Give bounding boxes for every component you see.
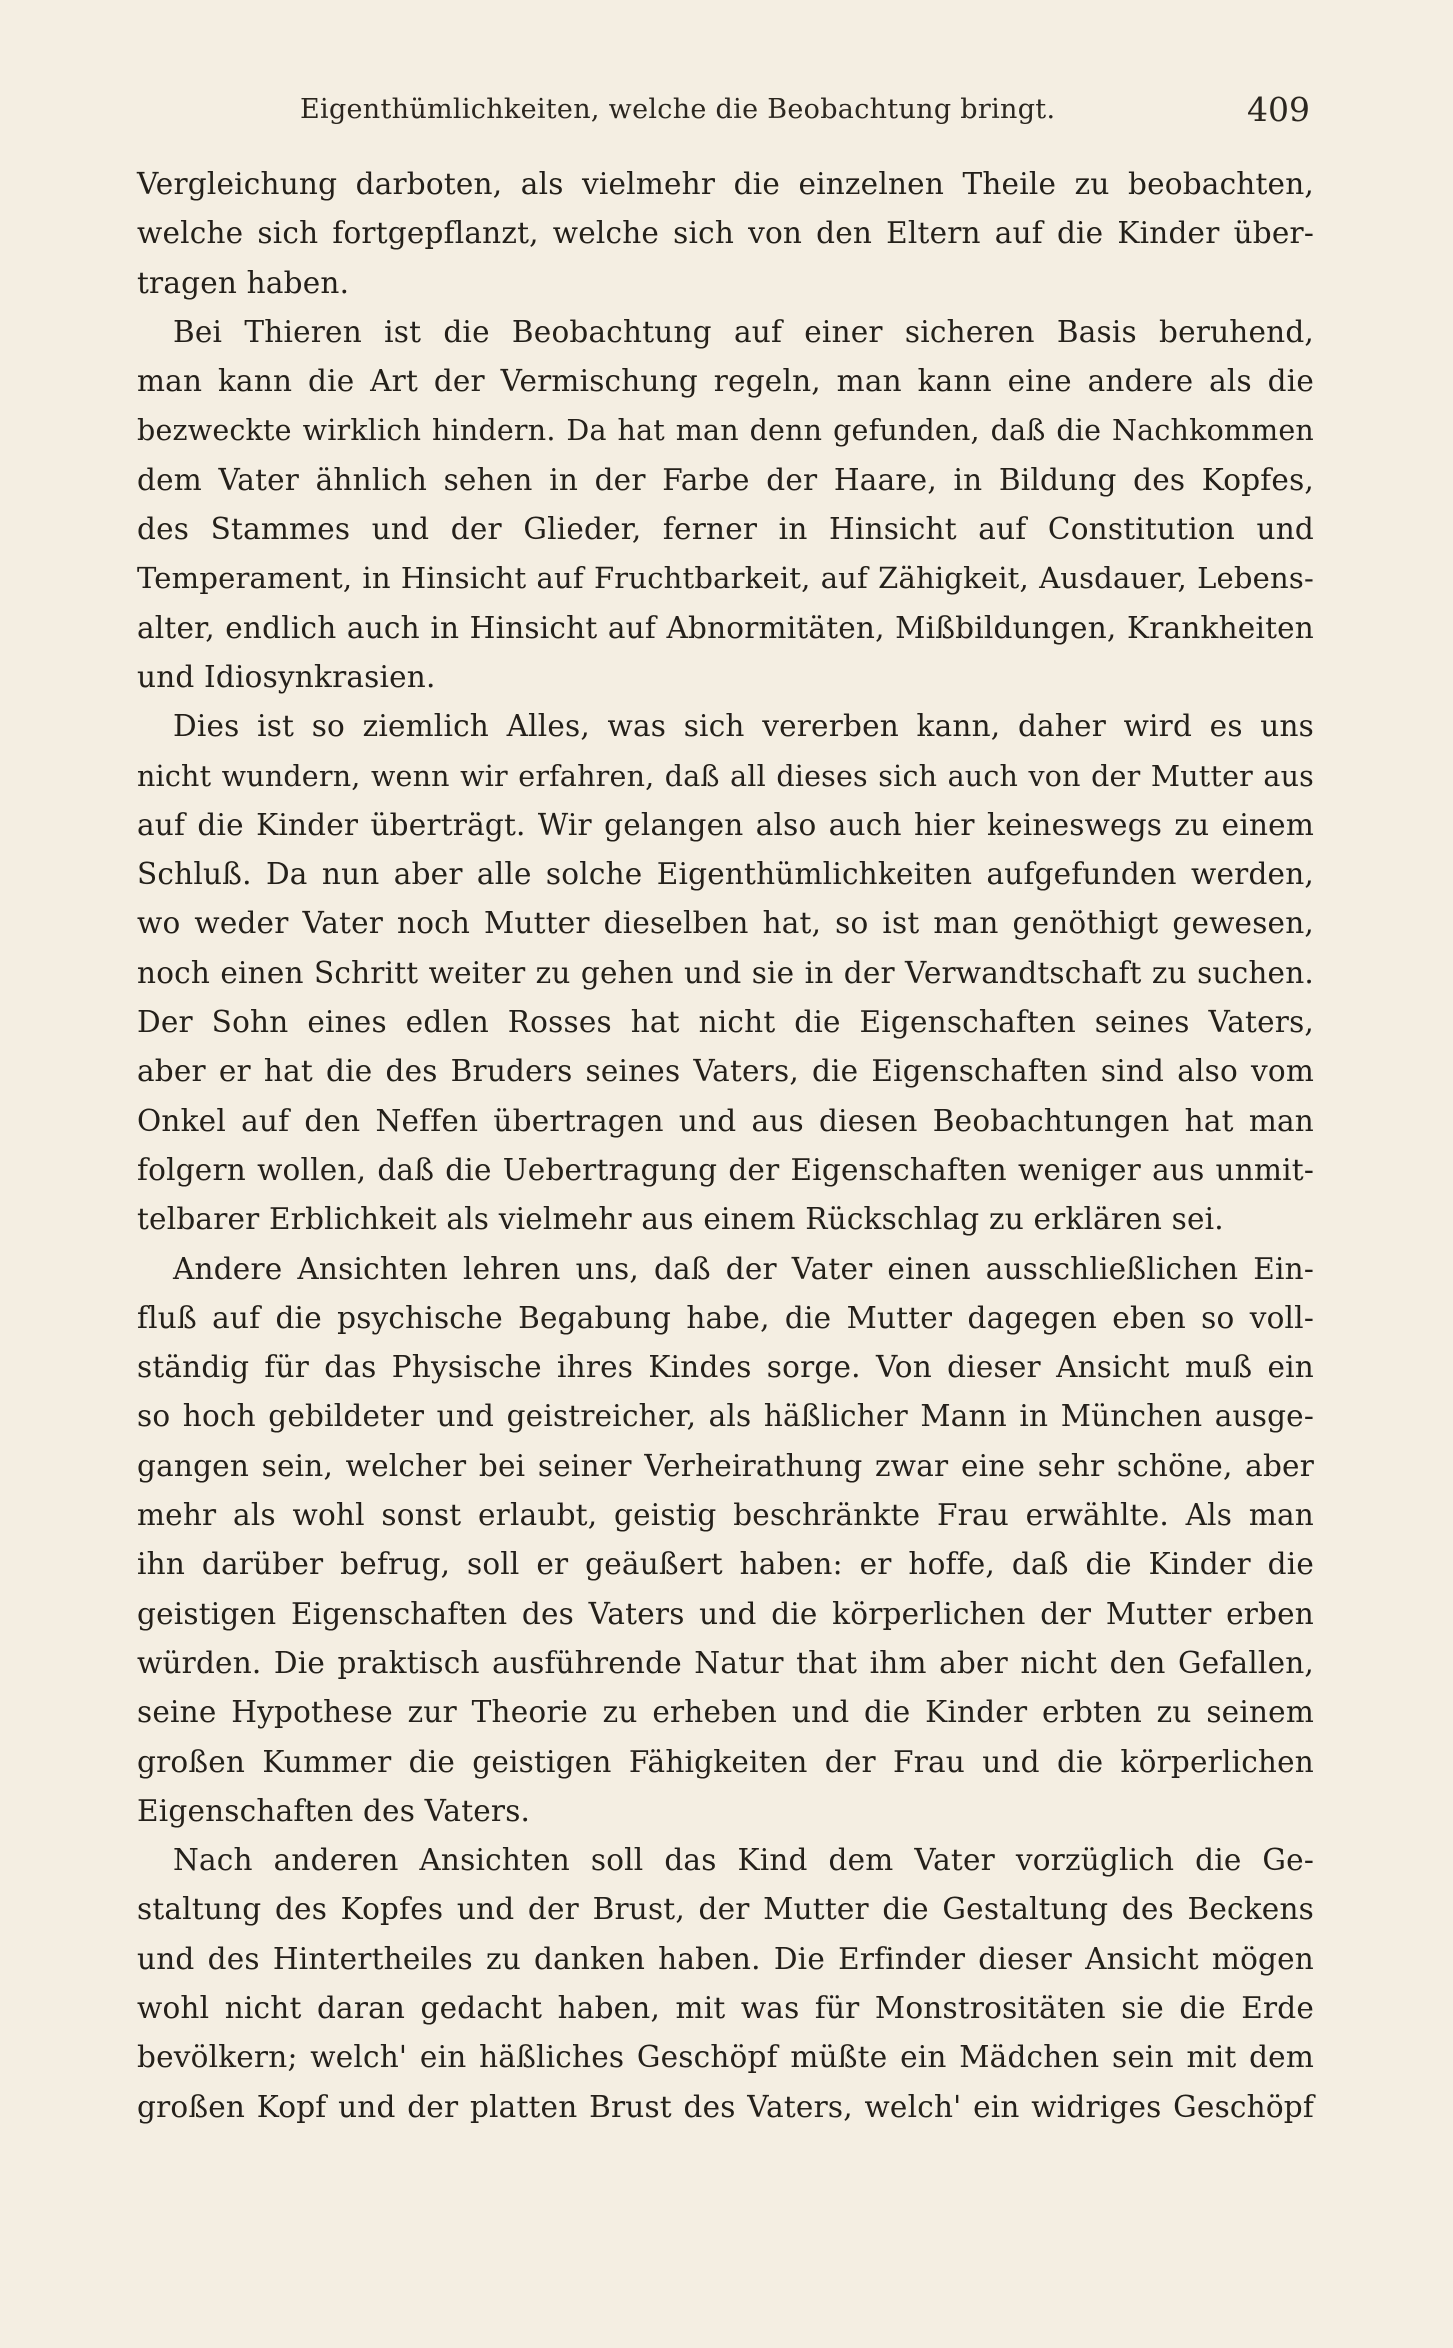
text-line: ständig für das Physische ihres Kindes sorge. Von dieser Ansicht muß ein	[137, 1350, 1314, 1385]
text-line: großen Kummer die geistigen Fähigkeiten der Frau und die körperlichen	[137, 1744, 1314, 1779]
text-line: Vergleichung darboten, als vielmehr die einzelnen Theile zu beobachten,	[137, 167, 1314, 201]
text-line: fluß auf die psychische Begabung habe, die Mutter dagegen eben so voll-	[137, 1300, 1314, 1335]
text-line: ihn darüber befrug, soll er geäußert haben: er hoffe, daß die Kinder die	[137, 1547, 1314, 1582]
text-line: Eigenschaften des Vaters.	[137, 1793, 531, 1828]
text-line: Nach anderen Ansichten soll das Kind dem Vater vorzüglich die Ge-	[173, 1843, 1314, 1878]
text-line: wohl nicht daran gedacht haben, mit was für Monstrositäten sie die Erde	[137, 1990, 1314, 2025]
text-line: staltung des Kopfes und der Brust, der Mutter die Gestaltung des Beckens	[137, 1892, 1314, 1927]
text-line: noch einen Schritt weiter zu gehen und sie in der Verwandtschaft zu suchen.	[137, 955, 1314, 990]
text-line: des Stammes und der Glieder, ferner in Hinsicht auf Constitution und	[137, 512, 1314, 547]
text-line: aber er hat die des Bruders seines Vaters, die Eigenschaften sind also vom	[137, 1054, 1314, 1089]
text-line: Der Sohn eines edlen Rosses hat nicht die Eigenschaften seines Vaters,	[137, 1005, 1314, 1040]
text-line: mehr als wohl sonst erlaubt, geistig beschränkte Frau erwählte. Als man	[137, 1498, 1314, 1533]
text-line: seine Hypothese zur Theorie zu erheben und die Kinder erbten zu seinem	[137, 1695, 1314, 1730]
text-line: geistigen Eigenschaften des Vaters und die körperlichen der Mutter erben	[137, 1596, 1314, 1631]
text-line: auf die Kinder überträgt. Wir gelangen also auch hier keineswegs zu einem	[137, 807, 1314, 842]
text-line: wo weder Vater noch Mutter dieselben hat, so ist man genöthigt gewesen,	[137, 906, 1314, 941]
text-line: würden. Die praktisch ausführende Natur that ihm aber nicht den Gefallen,	[137, 1645, 1314, 1680]
text-line: alter, endlich auch in Hinsicht auf Abnormitäten, Mißbildungen, Krankheiten	[137, 610, 1314, 645]
text-line: und des Hintertheiles zu danken haben. Die Erfinder dieser Ansicht mögen	[137, 1941, 1314, 1976]
text-line: großen Kopf und der platten Brust des Vaters, welch' ein widriges Geschöpf	[137, 2089, 1314, 2124]
running-head: Eigenthümlichkeiten, welche die Beobachtung bringt.	[300, 94, 1056, 125]
text-line: gangen sein, welcher bei seiner Verheirathung zwar eine sehr schöne, aber	[137, 1448, 1314, 1483]
text-line: tragen haben.	[137, 265, 350, 300]
text-line: man kann die Art der Vermischung regeln, man kann eine andere als die	[137, 364, 1314, 399]
text-line: Andere Ansichten lehren uns, daß der Vater einen ausschließlichen Ein-	[173, 1251, 1314, 1286]
text-line: und Idiosynkrasien.	[137, 659, 436, 694]
text-line: Bei Thieren ist die Beobachtung auf einer sicheren Basis beruhend,	[173, 314, 1314, 349]
text-line: Schluß. Da nun aber alle solche Eigenthümlichkeiten aufgefunden werden,	[137, 857, 1314, 892]
text-line: dem Vater ähnlich sehen in der Farbe der Haare, in Bildung des Kopfes,	[137, 462, 1314, 497]
text-line: welche sich fortgepflanzt, welche sich von den Eltern auf die Kinder über-	[137, 216, 1314, 251]
text-line: Onkel auf den Neffen übertragen und aus diesen Beobachtungen hat man	[137, 1103, 1314, 1138]
text-line: nicht wundern, wenn wir erfahren, daß all dieses sich auch von der Mutter aus	[137, 759, 1314, 793]
body-text	[137, 160, 1314, 2132]
page-number: 409	[1247, 90, 1310, 129]
page-header	[300, 90, 1310, 134]
text-line: telbarer Erblichkeit als vielmehr aus einem Rückschlag zu erklären sei.	[137, 1202, 1224, 1237]
text-line: Temperament, in Hinsicht auf Fruchtbarkeit, auf Zähigkeit, Ausdauer, Lebens-	[137, 561, 1314, 596]
text-line: so hoch gebildeter und geistreicher, als häßlicher Mann in München ausge-	[137, 1399, 1314, 1434]
text-line: bevölkern; welch' ein häßliches Geschöpf müßte ein Mädchen sein mit dem	[137, 2040, 1314, 2075]
text-line: bezweckte wirklich hindern. Da hat man denn gefunden, daß die Nachkommen	[137, 414, 1314, 448]
text-line: Dies ist so ziemlich Alles, was sich vererben kann, daher wird es uns	[173, 709, 1314, 744]
text-line: folgern wollen, daß die Uebertragung der Eigenschaften weniger aus unmit-	[137, 1152, 1314, 1187]
